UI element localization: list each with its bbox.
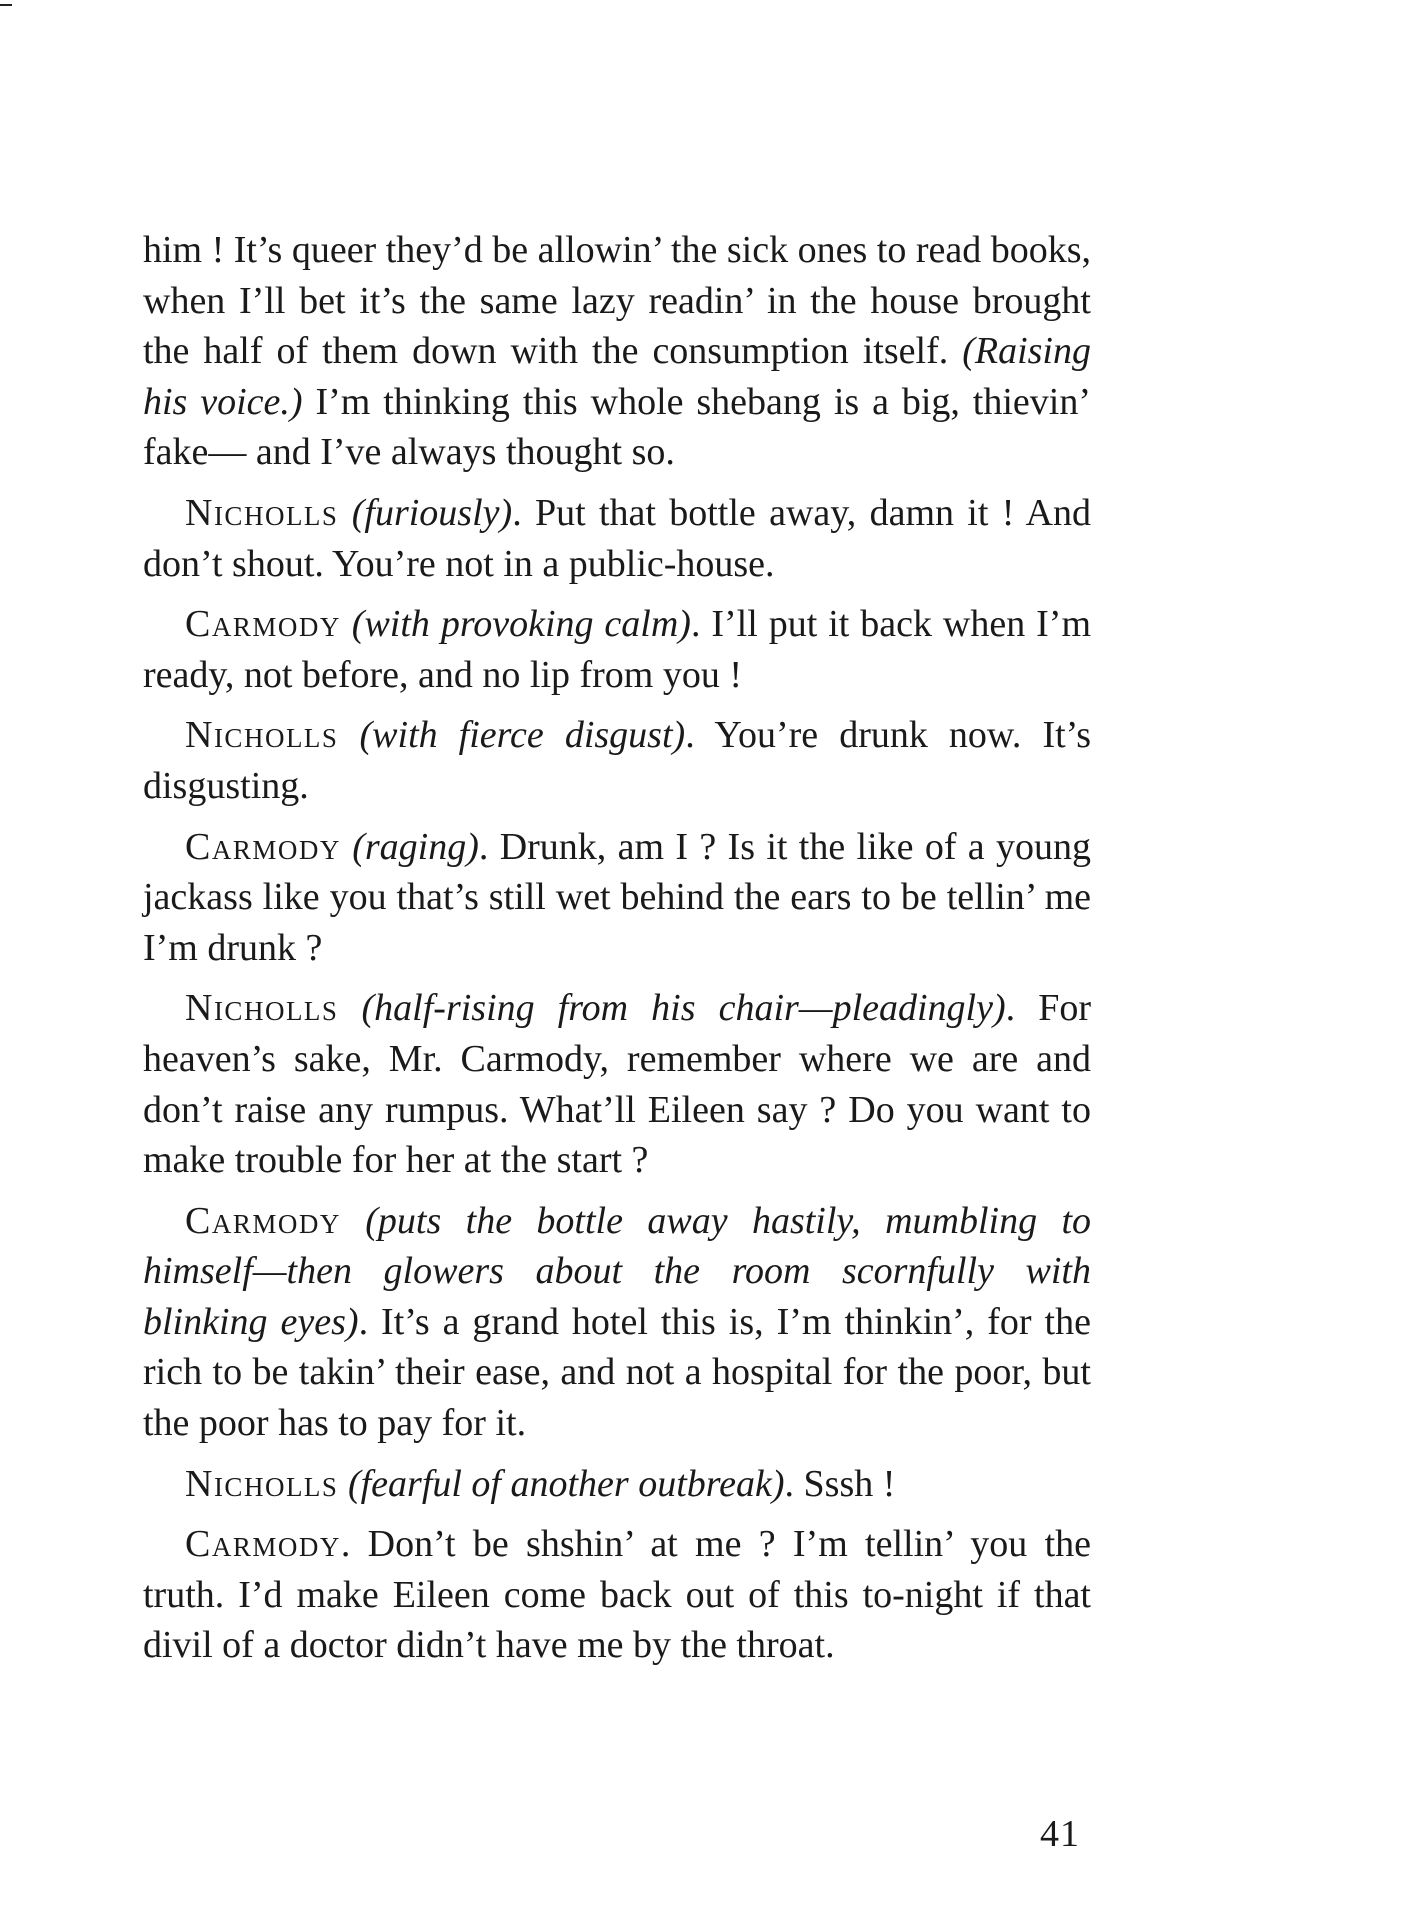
stage-direction: (furiously)	[351, 491, 513, 534]
paragraph-text: I’m thinking this whole shebang is a big, thievin’ fake— and I’ve always thought so.	[143, 380, 1091, 474]
dialogue-text: . You’re drunk now. It’s disgusting.	[143, 714, 1092, 807]
dialogue-text: . I’ll put it back when I’m ready, not before, and no lip from you !	[143, 603, 1091, 696]
stage-direction: (with fierce disgust)	[359, 714, 686, 757]
page-number: 41	[1040, 1813, 1080, 1855]
stage-direction: (puts the bottle away hastily, mumbling to himself—then glowers about the room scornfully with blinking eyes)	[143, 1199, 1092, 1343]
dialogue-text: . It’s a grand hotel this is, I’m thinkin’, for the rich to be takin’ their ease, and not a hospital for the poor, but the poor has to pay for it.	[143, 1300, 1091, 1445]
dialogue-paragraph	[143, 1196, 1091, 1449]
scan-corner-mark	[0, 4, 12, 6]
dialogue-text: . Drunk, am I ? Is it the like of a young jackass like you that’s still wet behind the ears to be tellin’ me I’m drunk ?	[143, 825, 1092, 969]
dialogue-text: . Put that bottle away, damn it ! And don’t shout. You’re not in a public-house.	[143, 491, 1091, 585]
dialogue-paragraph	[143, 1519, 1091, 1671]
dialogue-text: . Sssh !	[784, 1462, 896, 1505]
speaker-name: Carmody	[185, 1199, 341, 1242]
dialogue-paragraph	[143, 599, 1091, 700]
dialogue-paragraph	[143, 1459, 1091, 1510]
speaker-name: Nicholls	[185, 987, 339, 1030]
speaker-name: Nicholls	[185, 1462, 339, 1505]
stage-direction: (half-rising from his chair—pleadingly)	[361, 987, 1006, 1030]
speaker-name: Nicholls	[185, 491, 339, 534]
dialogue-paragraph	[143, 710, 1091, 811]
dialogue-text: . Don’t be shshin’ at me ? I’m tellin’ you the truth. I’d make Eileen come back out of this to-night if that divil of a doctor didn’t have me by the throat.	[143, 1523, 1091, 1667]
speaker-name: Nicholls	[185, 714, 339, 757]
dialogue-paragraph	[143, 488, 1091, 589]
dialogue-paragraph	[143, 822, 1091, 974]
stage-direction: (raging)	[352, 825, 479, 868]
dialogue-text: . For heaven’s sake, Mr. Carmody, remember where we are and don’t raise any rumpus. What’ll Eileen say ? Do you want to make trouble for her at the start ?	[143, 987, 1091, 1182]
stage-direction: (fearful of another outbreak)	[347, 1462, 785, 1505]
speaker-name: Carmody	[185, 1523, 341, 1566]
speaker-name: Carmody	[185, 825, 341, 868]
stage-direction: (with provoking calm)	[351, 603, 691, 646]
speaker-name: Carmody	[185, 603, 341, 646]
paragraph-continuation	[143, 225, 1091, 478]
stage-direction: (Raising his voice.)	[143, 330, 1091, 423]
dialogue-paragraph	[143, 983, 1091, 1185]
paragraph-text: him ! It’s queer they’d be allowin’ the sick ones to read books, when I’ll bet it’s the same lazy readin’ in the house brought the half of them down with the consumption itself.	[143, 229, 1091, 373]
page-body	[143, 225, 1091, 1681]
